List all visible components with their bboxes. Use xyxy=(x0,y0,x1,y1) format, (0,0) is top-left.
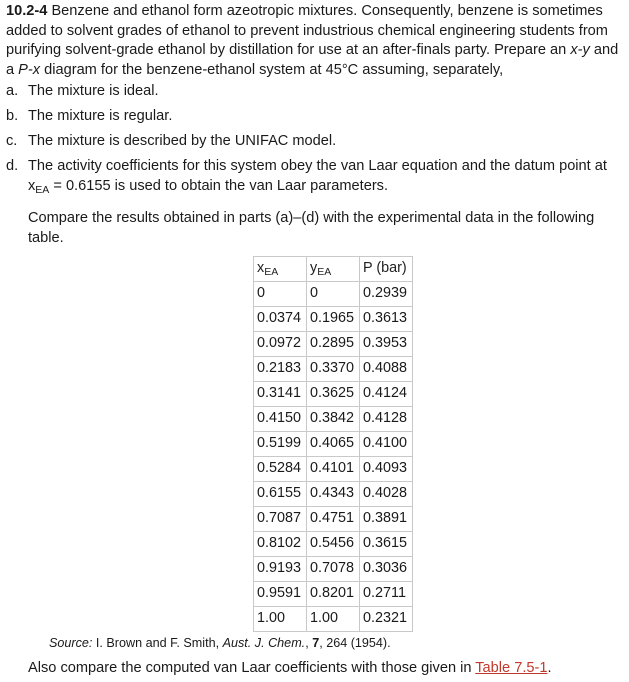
cell-y: 1.00 xyxy=(307,607,360,632)
table-row xyxy=(254,607,413,632)
part-text: The mixture is regular. xyxy=(28,108,173,124)
cell-y: 0.8201 xyxy=(307,582,360,607)
table-row xyxy=(254,282,413,307)
intro-tail: diagram for the benzene-ethanol system at 45°C assuming, separately, xyxy=(40,61,504,78)
cell-p: 0.4128 xyxy=(360,407,413,432)
cell-p: 0.3891 xyxy=(360,507,413,532)
table-row xyxy=(254,432,413,457)
also-compare-text xyxy=(28,659,628,679)
cell-p: 0.4100 xyxy=(360,432,413,457)
part-label: a. xyxy=(6,83,19,99)
cell-p: 0.4093 xyxy=(360,457,413,482)
table-row xyxy=(254,507,413,532)
cell-x: 0.0972 xyxy=(254,332,307,357)
cell-x: 0.4150 xyxy=(254,407,307,432)
source-label: Source: xyxy=(49,636,93,650)
header-pressure: P (bar) xyxy=(360,257,413,282)
cell-x: 0.5199 xyxy=(254,432,307,457)
cell-p: 0.3613 xyxy=(360,307,413,332)
part-text-after: = 0.6155 is used to obtain the van Laar parameters. xyxy=(49,177,389,194)
cell-p: 0.4124 xyxy=(360,382,413,407)
cell-x: 0.7087 xyxy=(254,507,307,532)
cell-x: 0.2183 xyxy=(254,357,307,382)
cell-p: 0.3615 xyxy=(360,532,413,557)
experimental-data-table xyxy=(253,256,413,632)
cell-x: 0.3141 xyxy=(254,382,307,407)
intro-text: Benzene and ethanol form azeotropic mixtures. Consequently, benzene is sometimes added to solvent grades of ethanol to prevent industrious chemical engineering students from purifying solvent-grade ethanol by distillation for use at an after-finals party. Prepare an xyxy=(6,3,608,58)
cell-y: 0 xyxy=(307,282,360,307)
x-subscript: EA xyxy=(35,183,50,196)
source-sep: , xyxy=(305,636,313,650)
part-label: d. xyxy=(6,158,19,174)
part-d xyxy=(6,157,622,197)
table-row xyxy=(254,532,413,557)
source-journal: Aust. J. Chem. xyxy=(222,636,306,650)
header-y-ea: $y_{EA}$ xyxy=(307,257,360,282)
table-row xyxy=(254,332,413,357)
source-citation xyxy=(49,634,391,654)
compare-text: Compare the results obtained in parts (a)–(d) with the experimental data in the following table. xyxy=(28,210,595,246)
cell-x: 0.9591 xyxy=(254,582,307,607)
part-b xyxy=(6,107,622,127)
cell-y: 0.4343 xyxy=(307,482,360,507)
part-label: b. xyxy=(6,108,19,124)
part-c xyxy=(6,132,622,152)
table-row xyxy=(254,482,413,507)
table-row xyxy=(254,407,413,432)
x-symbol: x xyxy=(28,177,36,194)
source-volume: 7 xyxy=(312,636,320,650)
cell-x: 0.6155 xyxy=(254,482,307,507)
cell-y: 0.4751 xyxy=(307,507,360,532)
cell-x: 0 xyxy=(254,282,307,307)
cell-p: 0.4028 xyxy=(360,482,413,507)
cell-y: 0.3370 xyxy=(307,357,360,382)
table-row xyxy=(254,457,413,482)
table-row xyxy=(254,307,413,332)
problem-number: 10.2-4 xyxy=(6,3,48,19)
also-end: . xyxy=(547,660,552,676)
cell-p: 0.2939 xyxy=(360,282,413,307)
header-x-ea: $x_{EA}$ xyxy=(254,257,307,282)
cell-y: 0.4065 xyxy=(307,432,360,457)
table-row xyxy=(254,357,413,382)
cell-y: 0.2895 xyxy=(307,332,360,357)
source-pages: , 264 (1954). xyxy=(319,636,391,650)
cell-p: 0.3953 xyxy=(360,332,413,357)
problem-intro xyxy=(6,2,622,80)
cell-x: 0.5284 xyxy=(254,457,307,482)
cell-x: 1.00 xyxy=(254,607,307,632)
parts-list xyxy=(6,82,622,203)
table-row xyxy=(254,382,413,407)
table-header-row xyxy=(254,257,413,282)
cell-p: 0.2321 xyxy=(360,607,413,632)
table-row xyxy=(254,557,413,582)
cell-x: 0.0374 xyxy=(254,307,307,332)
cell-y: 0.5456 xyxy=(307,532,360,557)
table-7-5-1-link[interactable]: Table 7.5-1 xyxy=(475,660,548,676)
xy-term: x-y xyxy=(570,42,590,58)
cell-y: 0.4101 xyxy=(307,457,360,482)
also-text: Also compare the computed van Laar coefficients with those given in xyxy=(28,660,476,676)
source-authors: I. Brown and F. Smith, xyxy=(92,636,223,650)
cell-y: 0.3625 xyxy=(307,382,360,407)
part-a xyxy=(6,82,622,102)
cell-y: 0.7078 xyxy=(307,557,360,582)
cell-p: 0.2711 xyxy=(360,582,413,607)
part-text: The activity coefficients for this system obey the van Laar equation and the datum point at xyxy=(28,158,607,174)
table-row xyxy=(254,582,413,607)
part-label: c. xyxy=(6,133,18,149)
cell-x: 0.8102 xyxy=(254,532,307,557)
cell-y: 0.1965 xyxy=(307,307,360,332)
cell-x: 0.9193 xyxy=(254,557,307,582)
cell-p: 0.3036 xyxy=(360,557,413,582)
cell-p: 0.4088 xyxy=(360,357,413,382)
cell-y: 0.3842 xyxy=(307,407,360,432)
part-text: The mixture is ideal. xyxy=(28,83,159,99)
and-a-text: and a xyxy=(6,42,619,78)
part-text: The mixture is described by the UNIFAC model. xyxy=(28,133,337,149)
px-term: P-x xyxy=(18,61,41,78)
